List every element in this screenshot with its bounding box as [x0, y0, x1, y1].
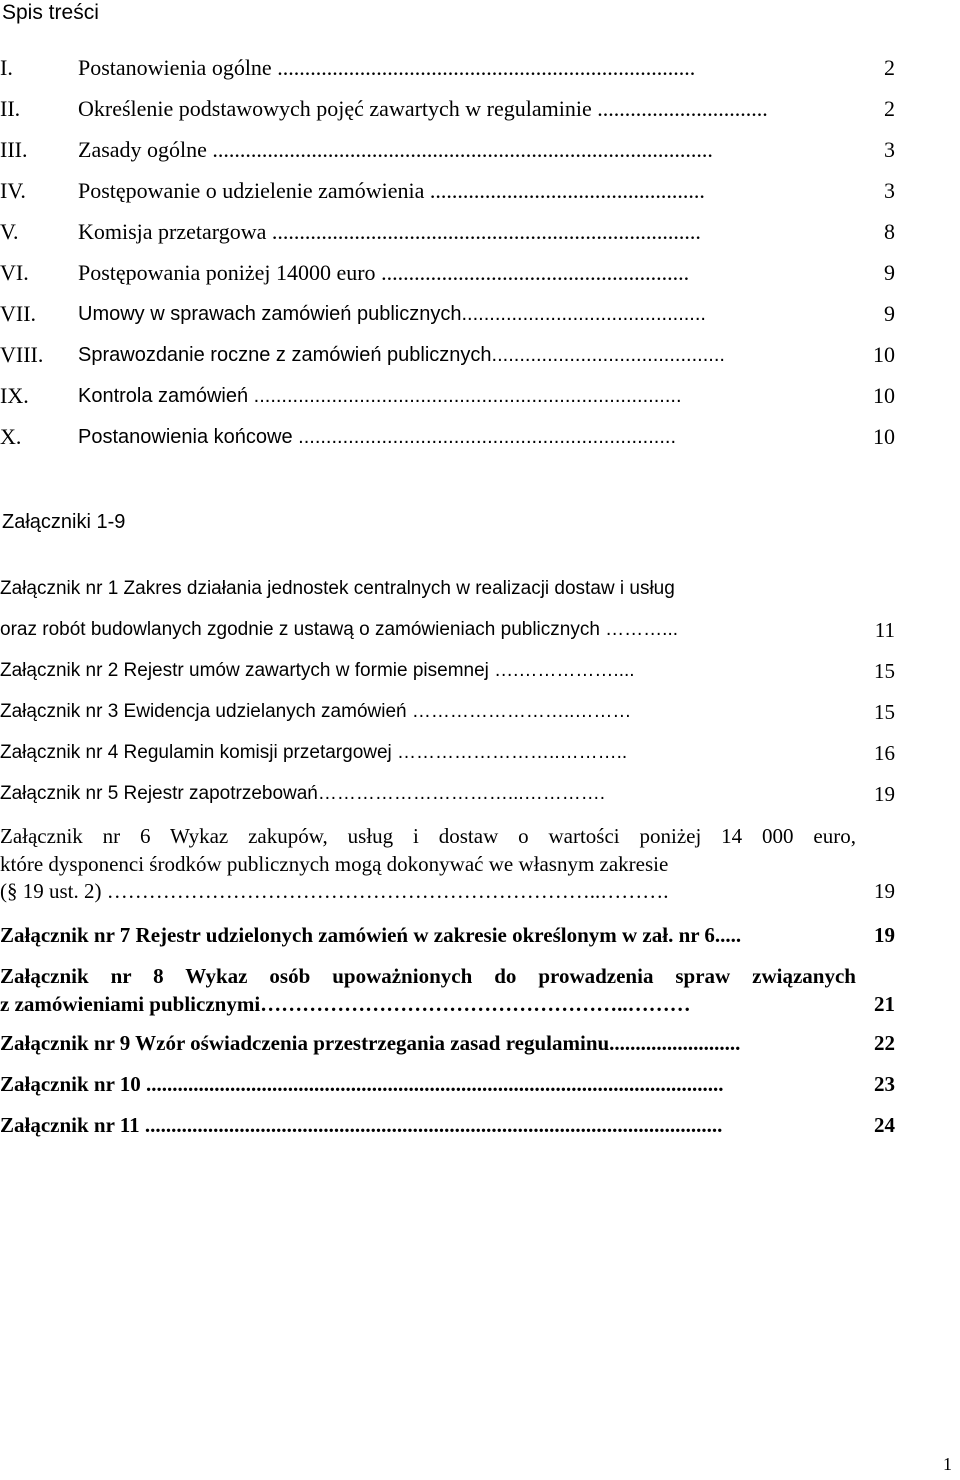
- attachment-page: 15: [874, 659, 895, 683]
- toc-title: Spis treści: [2, 1, 99, 24]
- attachment-6[interactable]: [0, 822, 856, 878]
- section-label: Umowy w sprawach zamówień publicznych............................................: [78, 303, 706, 325]
- attachment-page: 19: [874, 782, 895, 806]
- attachment-page: 21: [874, 992, 895, 1016]
- section-label: Postanowienia końcowe ....................................................................: [78, 426, 677, 448]
- section-page: 10: [873, 383, 895, 408]
- attachment-6-line-1: Załącznik nr 6 Wykaz zakupów, usług i dostaw o wartości poniżej 14 000 euro,: [0, 824, 856, 848]
- attachment-8-line-2[interactable]: z zamówieniami publicznymi……………………………………………..……… 21: [0, 992, 895, 1016]
- attachment-5[interactable]: Załącznik nr 5 Rejestr zapotrzebowań…………………………...…………. 19: [0, 782, 895, 806]
- section-number: III.: [0, 137, 28, 162]
- section-number: IV.: [0, 178, 26, 203]
- section-label: Komisja przetargowa ..............................................................................: [78, 219, 701, 244]
- toc-entry-section-3[interactable]: [0, 135, 900, 165]
- section-number: VIII.: [0, 342, 44, 367]
- section-page: 9: [884, 260, 895, 285]
- section-label: Postępowania poniżej 14000 euro ........................................................: [78, 260, 690, 285]
- attachment-4[interactable]: Załącznik nr 4 Regulamin komisji przetargowej ……………………..……….. 16: [0, 741, 895, 765]
- section-page: 8: [884, 219, 895, 244]
- section-label: Postępowanie o udzielenie zamówienia ..................................................: [78, 178, 705, 203]
- toc-entry-section-5[interactable]: [0, 217, 900, 247]
- toc-entry-section-6[interactable]: [0, 258, 900, 288]
- section-number: VI.: [0, 260, 29, 285]
- section-page: 9: [884, 301, 895, 326]
- attachment-7[interactable]: Załącznik nr 7 Rejestr udzielonych zamówień w zakresie określonym w zał. nr 6..... 19: [0, 923, 895, 947]
- section-number: II.: [0, 96, 21, 121]
- section-page: 3: [884, 178, 895, 203]
- toc-entry-section-4[interactable]: [0, 176, 900, 206]
- section-page: 10: [873, 424, 895, 449]
- attachment-9[interactable]: Załącznik nr 9 Wzór oświadczenia przestrzegania zasad regulaminu......................... 22: [0, 1031, 895, 1055]
- attachment-page: 22: [874, 1031, 895, 1055]
- section-page: 10: [873, 342, 895, 367]
- section-label: Zasady ogólne ...........................................................................................: [78, 137, 713, 162]
- attachment-2[interactable]: Załącznik nr 2 Rejestr umów zawartych w formie pisemnej ….…………….... 15: [0, 659, 895, 683]
- page-number: 1: [943, 1454, 952, 1474]
- attachment-page: 23: [874, 1072, 895, 1096]
- section-page: 2: [884, 96, 895, 121]
- section-number: X.: [0, 424, 22, 449]
- attachment-10[interactable]: Załącznik nr 10 .............................................................................................................. 23: [0, 1072, 895, 1096]
- attachment-8[interactable]: [0, 962, 856, 990]
- attachment-1-line-1[interactable]: Załącznik nr 1 Zakres działania jednostek centralnych w realizacji dostaw i usług: [0, 578, 675, 599]
- toc-entry-section-7[interactable]: [0, 299, 900, 329]
- attachment-6-line-3[interactable]: (§ 19 ust. 2) ……………………………………………………………..………. 19: [0, 879, 895, 903]
- attachment-page: 24: [874, 1113, 895, 1137]
- attachment-page: 11: [874, 618, 895, 642]
- section-page: 3: [884, 137, 895, 162]
- attachment-6-line-2: które dysponenci środków publicznych mogą dokonywać we własnym zakresie: [0, 852, 669, 876]
- toc-entry-section-9[interactable]: [0, 381, 900, 411]
- attachment-1-line-2[interactable]: oraz robót budowlanych zgodnie z ustawą o zamówieniach publicznych ………... 11: [0, 618, 895, 642]
- attachment-page: 19: [874, 923, 895, 947]
- section-label: Określenie podstawowych pojęć zawartych w regulaminie ...............................: [78, 96, 768, 121]
- section-label: Postanowienia ogólne ............................................................................: [78, 55, 696, 80]
- toc-entry-section-1[interactable]: [0, 53, 900, 83]
- attachment-page: 19: [874, 879, 895, 903]
- toc-entry-section-2[interactable]: [0, 94, 900, 124]
- toc-entry-section-10[interactable]: [0, 422, 900, 452]
- attachment-page: 15: [874, 700, 895, 724]
- attachment-8-line-1: Załącznik nr 8 Wykaz osób upoważnionych do prowadzenia spraw związanych: [0, 964, 856, 988]
- attachment-11[interactable]: Załącznik nr 11 .............................................................................................................. 24: [0, 1113, 895, 1137]
- section-number: IX.: [0, 383, 29, 408]
- attachment-page: 16: [874, 741, 895, 765]
- section-number: V.: [0, 219, 19, 244]
- toc-entry-section-8[interactable]: [0, 340, 900, 370]
- attachments-heading: Załączniki 1-9: [2, 511, 126, 533]
- attachment-3[interactable]: Załącznik nr 3 Ewidencja udzielanych zamówień ……………………..……… 15: [0, 700, 895, 724]
- section-number: VII.: [0, 301, 37, 326]
- section-page: 2: [884, 55, 895, 80]
- section-label: Sprawozdanie roczne z zamówień publicznych..........................................: [78, 344, 725, 366]
- section-number: I.: [0, 55, 13, 80]
- section-label: Kontrola zamówień .............................................................................: [78, 385, 682, 407]
